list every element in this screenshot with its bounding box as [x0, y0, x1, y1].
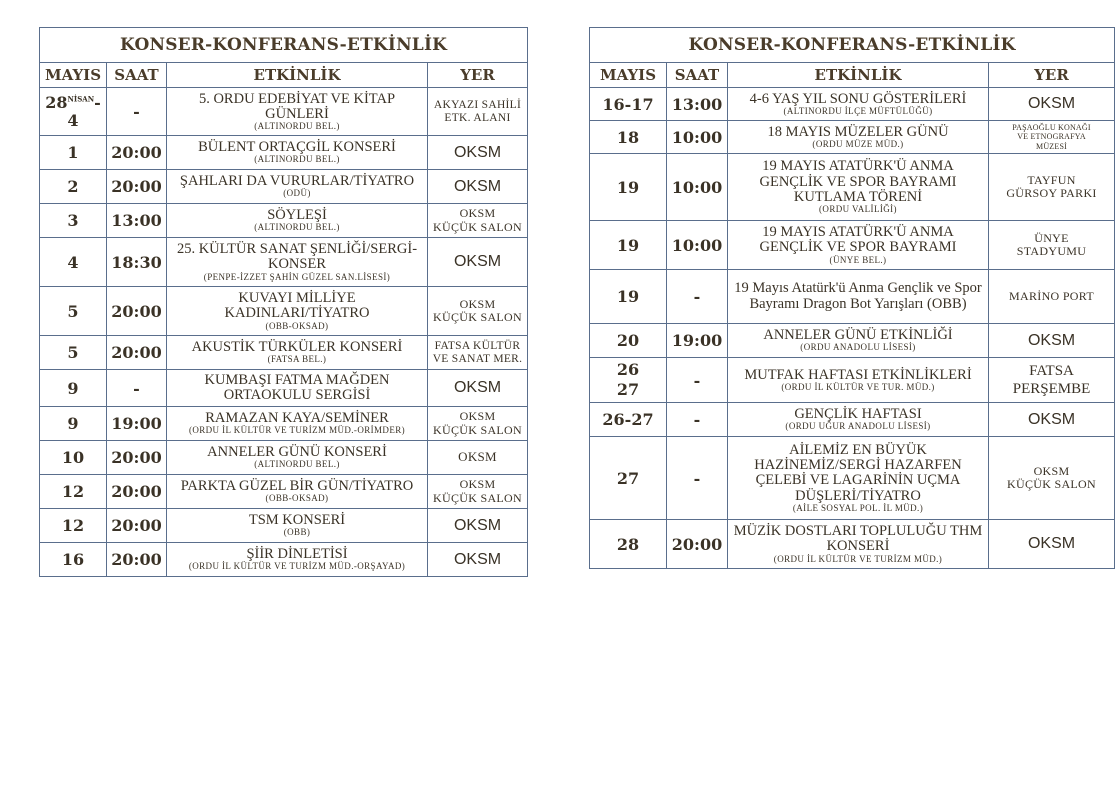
venue-line: FATSA KÜLTÜR [434, 339, 521, 352]
day-end: 4 [67, 110, 79, 130]
venue-cell: OKSM [428, 370, 528, 407]
event-title: AKUSTİK TÜRKÜLER KONSERİ [191, 339, 403, 356]
venue-cell [428, 204, 528, 238]
venue-cell: OKSM [428, 170, 528, 204]
event-organizer: (ÜNYE BEL.) [829, 254, 887, 265]
event-organizer: (ODÜ) [283, 188, 311, 199]
event-title: AİLEMİZ EN BÜYÜK HAZİNEMİZ/SERGİ HAZARFEN ÇELEBİ VE LAGARİNİN UÇMA DÜŞLERİ/TİYATRO [754, 441, 962, 504]
table-row [40, 88, 528, 136]
venue-line: MÜZESİ [1036, 141, 1067, 151]
event-organizer: (ORDU MÜZE MÜD.) [812, 138, 904, 149]
table-row [590, 520, 1115, 569]
day-range-dash: - [94, 92, 101, 112]
table-row [590, 358, 1115, 403]
event-cell [167, 509, 428, 543]
event-title: BÜLENT ORTAÇGİL KONSERİ [198, 139, 396, 156]
venue-cell [428, 336, 528, 370]
venue-line: AKYAZI SAHİLİ [433, 98, 522, 111]
table-row [40, 204, 528, 238]
event-cell [728, 437, 989, 520]
time-cell: 13:00 [667, 88, 728, 121]
event-title: PARKTA GÜZEL BİR GÜN/TİYATRO [180, 478, 414, 495]
day-cell: 16 [40, 543, 107, 577]
venue-line: KÜÇÜK SALON [433, 219, 522, 234]
venue-cell: OKSM [989, 520, 1115, 569]
header-venue: YER [989, 63, 1115, 88]
day-cell: 18 [590, 121, 667, 154]
table-row [590, 154, 1115, 221]
time-cell: 18:30 [107, 238, 167, 287]
venue-line: KÜÇÜK SALON [433, 310, 522, 324]
venue-cell [428, 407, 528, 441]
venue-line: OKSM [459, 477, 496, 492]
event-cell [728, 121, 989, 154]
venue-line: OKSM [459, 409, 496, 424]
venue-cell [989, 121, 1115, 154]
event-title: 19 Mayıs Atatürk'ü Anma Gençlik ve Spor Bayramı Dragon Bot Yarışları (OBB) [734, 280, 982, 312]
event-organizer: (ORDU UĞUR ANADOLU LİSESİ) [785, 421, 931, 432]
day-cell: 27 [590, 437, 667, 520]
time-cell: 20:00 [107, 509, 167, 543]
venue-line: ÜNYE [1034, 230, 1069, 245]
day-cell: 9 [40, 370, 107, 407]
day-cell: 19 [590, 154, 667, 221]
time-cell: - [107, 88, 167, 136]
day-cell: 19 [590, 270, 667, 324]
event-organizer: (ALTINORDU BEL.) [254, 121, 340, 131]
table-row [590, 437, 1115, 520]
event-cell [167, 170, 428, 204]
event-title: KUMBAŞI FATMA MAĞDEN ORTAOKULU SERGİSİ [204, 371, 390, 403]
venue-cell [989, 221, 1115, 270]
event-organizer: (OBB-OKSAD) [265, 320, 329, 331]
day-cell: 12 [40, 475, 107, 509]
event-title: 4-6 YAŞ YIL SONU GÖSTERİLERİ [749, 90, 967, 107]
day-cell: 19 [590, 221, 667, 270]
day-cell: 20 [590, 324, 667, 358]
venue-line: KÜÇÜK SALON [433, 490, 522, 505]
table-row [590, 88, 1115, 121]
venue-cell: OKSM [989, 88, 1115, 121]
day-cell: 2 [40, 170, 107, 204]
event-cell [728, 324, 989, 358]
venue-cell: OKSM [989, 403, 1115, 437]
table-title: KONSER-KONFERANS-ETKİNLİK [40, 28, 528, 63]
time-cell: - [667, 358, 728, 403]
venue-line: FATSA [1029, 363, 1074, 379]
venue-cell [428, 475, 528, 509]
day-cell: 9 [40, 407, 107, 441]
event-title: ŞİİR DİNLETİSİ [246, 546, 348, 563]
venue-cell [428, 287, 528, 336]
venue-line: ETK. ALANI [444, 111, 511, 124]
event-organizer: (AİLE SOSYAL POL. İL MÜD.) [792, 502, 924, 513]
table-row [40, 475, 528, 509]
time-cell: - [667, 403, 728, 437]
time-cell: 20:00 [107, 475, 167, 509]
venue-line: PERŞEMBE [1012, 381, 1091, 397]
event-cell [728, 270, 989, 324]
event-title: 19 MAYIS ATATÜRK'Ü ANMA GENÇLİK VE SPOR BAYRAMI [759, 224, 957, 256]
venue-line: VE SANAT MER. [432, 352, 523, 365]
venue-line: KÜÇÜK SALON [433, 422, 522, 437]
venue-cell: OKSM [428, 543, 528, 577]
day-cell: 4 [40, 238, 107, 287]
event-organizer: (ORDU İL KÜLTÜR VE TURİZM MÜD.-ORİMDER) [188, 425, 406, 436]
event-cell [728, 221, 989, 270]
event-title: ŞAHLARI DA VURURLAR/TİYATRO [179, 173, 415, 190]
event-cell [167, 336, 428, 370]
event-organizer: (ORDU İL KÜLTÜR VE TURİZM MÜD.-ORŞAYAD) [188, 561, 406, 572]
event-title: TSM KONSERİ [248, 512, 346, 529]
venue-line: GÜRSOY PARKI [1006, 186, 1097, 200]
header-event: ETKİNLİK [728, 63, 989, 88]
header-time: SAAT [667, 63, 728, 88]
event-organizer: (OBB) [283, 527, 311, 538]
table-row [590, 324, 1115, 358]
venue-line: KÜÇÜK SALON [1007, 477, 1096, 491]
venue-cell [989, 437, 1115, 520]
header-time: SAAT [107, 63, 167, 88]
event-cell [728, 154, 989, 221]
day-cell: 3 [40, 204, 107, 238]
event-title: ANNELER GÜNÜ KONSERİ [207, 444, 387, 461]
day-cell: 28 [590, 520, 667, 569]
table-row [40, 509, 528, 543]
day-month-label: NİSAN [67, 94, 95, 104]
event-title: KUVAYI MİLLİYE KADINLARI/TİYATRO [224, 290, 370, 322]
event-organizer: (ORDU VALİLİĞİ) [819, 204, 897, 215]
title-row [40, 28, 528, 63]
day-cell: 26-27 [590, 403, 667, 437]
event-title: 25. KÜLTÜR SANAT ŞENLİĞİ/SERGİ-KONSER [176, 241, 418, 273]
day-cell [40, 88, 107, 136]
header-event: ETKİNLİK [167, 63, 428, 88]
day-cell: 12 [40, 509, 107, 543]
day-start: 28 [45, 92, 68, 112]
event-title: 19 MAYIS ATATÜRK'Ü ANMA GENÇLİK VE SPOR BAYRAMI KUTLAMA TÖRENİ [759, 158, 957, 205]
table-row [40, 238, 528, 287]
event-cell [728, 520, 989, 569]
right-schedule-table [589, 27, 1115, 569]
time-cell: 20:00 [107, 287, 167, 336]
table-row [590, 121, 1115, 154]
event-cell [167, 136, 428, 170]
venue-line: PAŞAOĞLU KONAĞI [1012, 123, 1091, 133]
event-cell [167, 287, 428, 336]
event-cell [167, 475, 428, 509]
title-row [590, 28, 1115, 63]
venue-cell [989, 358, 1115, 403]
header-month: MAYIS [590, 63, 667, 88]
table-row [40, 336, 528, 370]
time-cell: 20:00 [667, 520, 728, 569]
venue-line: OKSM [459, 206, 496, 221]
venue-cell: OKSM [428, 238, 528, 287]
event-title: RAMAZAN KAYA/SEMİNER [205, 410, 389, 427]
table-row [40, 287, 528, 336]
event-title: MUTFAK HAFTASI ETKİNLİKLERİ [744, 366, 972, 383]
day-start: 26 [616, 360, 640, 379]
venue-line: OKSM [1033, 463, 1070, 478]
table-row [40, 370, 528, 407]
event-organizer: (ORDU ANADOLU LİSESİ) [800, 342, 916, 353]
venue-cell [989, 154, 1115, 221]
event-cell [167, 441, 428, 475]
venue-cell: OKSM [989, 324, 1115, 358]
event-cell [728, 358, 989, 403]
event-title: GENÇLİK HAFTASI [794, 406, 922, 423]
venue-cell: OKSM [428, 441, 528, 475]
event-title: SÖYLEŞİ [267, 207, 327, 224]
day-cell: 16-17 [590, 88, 667, 121]
time-cell: 20:00 [107, 543, 167, 577]
header-row [40, 63, 528, 88]
table-row [590, 270, 1115, 324]
event-organizer: (ALTINORDU BEL.) [254, 459, 340, 470]
event-title: ANNELER GÜNÜ ETKİNLİĞİ [763, 327, 953, 344]
time-cell: 10:00 [667, 221, 728, 270]
day-cell: 5 [40, 336, 107, 370]
day-cell: 10 [40, 441, 107, 475]
day-end: 27 [616, 380, 640, 399]
time-cell: 19:00 [107, 407, 167, 441]
event-organizer: (ORDU İL KÜLTÜR VE TUR. MÜD.) [781, 381, 935, 392]
table-row [40, 136, 528, 170]
event-organizer: (ALTINORDU BEL.) [254, 222, 340, 233]
day-cell: 5 [40, 287, 107, 336]
venue-line: OKSM [459, 296, 496, 311]
event-organizer: (PENPE-İZZET ŞAHİN GÜZEL SAN.LİSESİ) [203, 271, 391, 282]
table-row [40, 170, 528, 204]
event-organizer: (ALTINORDU İLÇE MÜFTÜLÜĞÜ) [783, 105, 933, 116]
venue-line: VE ETNOGRAFYA [1017, 132, 1086, 142]
event-cell [167, 370, 428, 407]
table-row [590, 403, 1115, 437]
table-row [590, 221, 1115, 270]
event-cell [167, 407, 428, 441]
event-organizer: (OBB-OKSAD) [265, 493, 329, 504]
event-organizer: (FATSA BEL.) [267, 354, 327, 365]
time-cell: - [667, 270, 728, 324]
time-cell: 10:00 [667, 121, 728, 154]
header-venue: YER [428, 63, 528, 88]
table-row [40, 441, 528, 475]
time-cell: 19:00 [667, 324, 728, 358]
event-title: 18 MAYIS MÜZELER GÜNÜ [767, 123, 949, 140]
table-row [40, 543, 528, 577]
event-title: MÜZİK DOSTLARI TOPLULUĞU THM KONSERİ [733, 523, 983, 555]
day-cell: 1 [40, 136, 107, 170]
event-cell [728, 88, 989, 121]
time-cell: 20:00 [107, 170, 167, 204]
table-row [40, 407, 528, 441]
time-cell: 13:00 [107, 204, 167, 238]
header-row [590, 63, 1115, 88]
venue-line: STADYUMU [1016, 244, 1087, 258]
time-cell: - [107, 370, 167, 407]
event-title: 5. ORDU EDEBİYAT VE KİTAP GÜNLERİ [198, 90, 396, 122]
header-month: MAYIS [40, 63, 107, 88]
time-cell: 20:00 [107, 336, 167, 370]
venue-cell: OKSM [428, 509, 528, 543]
table-title: KONSER-KONFERANS-ETKİNLİK [590, 28, 1115, 63]
left-schedule-table [39, 27, 528, 577]
event-cell [167, 238, 428, 287]
time-cell: 10:00 [667, 154, 728, 221]
time-cell: 20:00 [107, 441, 167, 475]
venue-line: TAYFUN [1027, 172, 1076, 187]
time-cell: - [667, 437, 728, 520]
time-cell: 20:00 [107, 136, 167, 170]
venue-cell: OKSM [428, 136, 528, 170]
event-cell [167, 543, 428, 577]
event-cell [728, 403, 989, 437]
venue-cell [428, 88, 528, 136]
venue-cell: MARİNO PORT [989, 270, 1115, 324]
day-cell [590, 358, 667, 403]
event-organizer: (ORDU İL KÜLTÜR VE TURİZM MÜD.) [773, 553, 943, 564]
event-cell [167, 204, 428, 238]
event-organizer: (ALTINORDU BEL.) [254, 154, 340, 165]
event-cell [167, 88, 428, 136]
